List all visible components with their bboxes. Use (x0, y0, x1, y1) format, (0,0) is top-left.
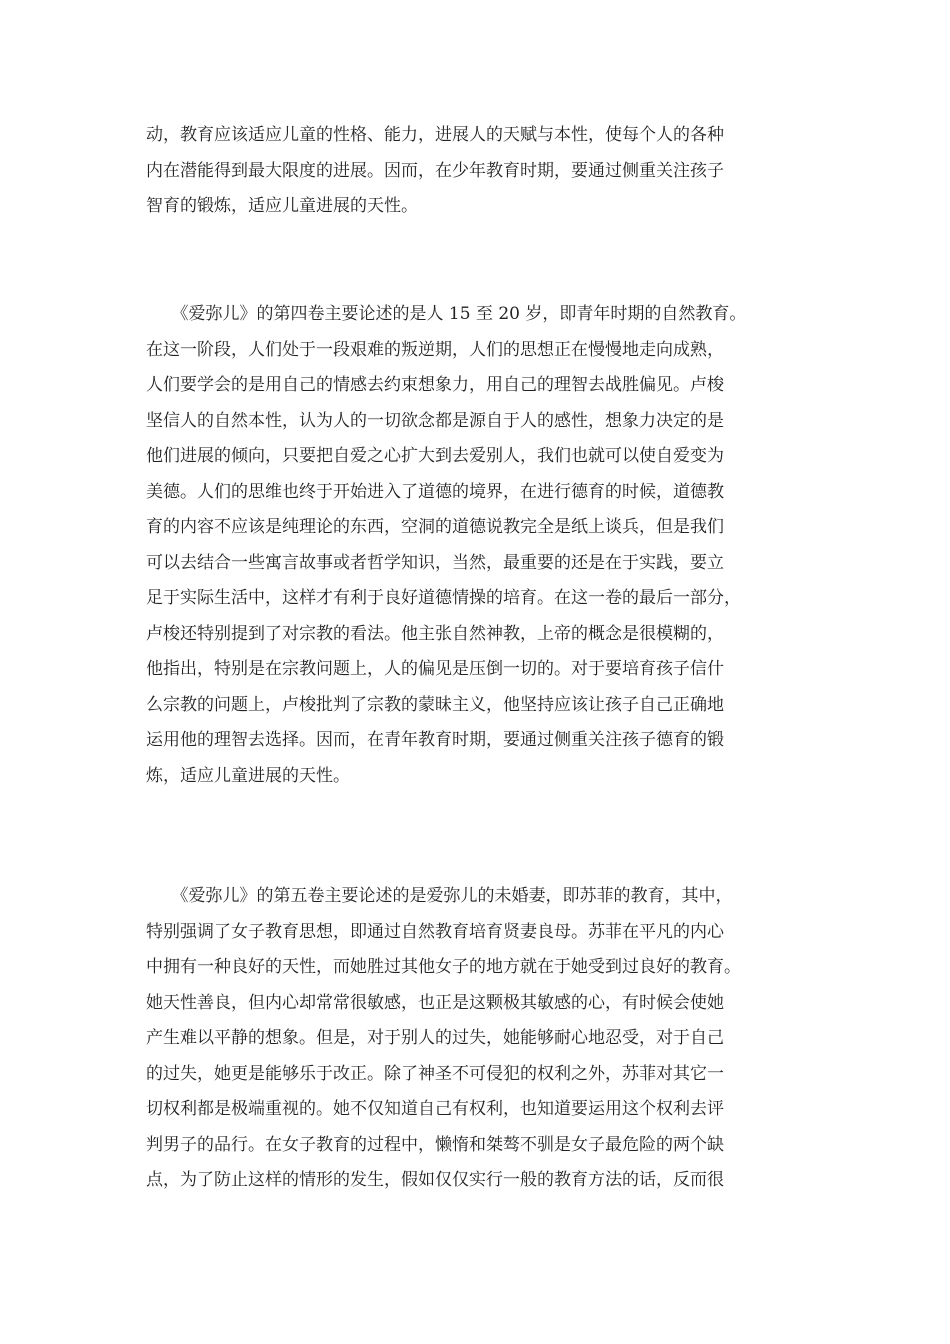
text-line: 在这一阶段，人们处于一段艰难的叛逆期，人们的思想正在慢慢地走向成熟， (146, 339, 724, 360)
text-line: 可以去结合一些寓言故事或者哲学知识，当然，最重要的还是在于实践，要立 (146, 552, 724, 573)
text-line: 的过失，她更是能够乐于改正。除了神圣不可侵犯的权利之外，苏菲对其它一 (146, 1063, 724, 1084)
text-line: 卢梭还特别提到了对宗教的看法。他主张自然神教，上帝的概念是很模糊的， (146, 623, 724, 644)
text-line: 么宗教的问题上，卢梭批判了宗教的蒙昧主义，他坚持应该让孩子自己正确地 (146, 694, 724, 715)
text-line: 中拥有一种良好的天性，而她胜过其他女子的地方就在于她受到过良好的教育。 (146, 957, 741, 977)
text-line: 切权利都是极端重视的。她不仅知道自己有权利，也知道要运用这个权利去评 (146, 1099, 724, 1119)
paragraph-3 (146, 879, 806, 1199)
text-line: 《爱弥儿》的第五卷主要论述的是爱弥儿的未婚妻，即苏菲的教育，其中， (146, 886, 733, 906)
paragraph-1 (146, 118, 806, 225)
text-line: 足于实际生活中，这样才有利于良好道德情操的培育。在这一卷的最后一部分， (146, 588, 741, 608)
text-line: 动，教育应该适应儿童的性格、能力，进展人的天赋与本性，使每个人的各种 (146, 125, 724, 145)
text-line: 炼，适应儿童进展的天性。 (146, 765, 350, 786)
text-line: 智育的锻炼，适应儿童进展的天性。 (146, 196, 418, 216)
text-line: 运用他的理智去选择。因而，在青年教育时期，要通过侧重关注孩子德育的锻 (146, 730, 724, 750)
text-line: 《爱弥儿》的第四卷主要论述的是人 15 至 20 岁，即青年时期的自然教育。 (146, 304, 747, 324)
text-line: 育的内容不应该是纯理论的东西，空洞的道德说教完全是纸上谈兵，但是我们 (146, 517, 724, 537)
text-line: 她天性善良，但内心却常常很敏感，也正是这颗极其敏感的心，有时候会使她 (146, 992, 724, 1013)
text-line: 他指出，特别是在宗教问题上，人的偏见是压倒一切的。对于要培育孩子信什 (146, 659, 724, 679)
text-line: 坚信人的自然本性，认为人的一切欲念都是源自于人的感性，想象力决定的是 (146, 410, 724, 431)
text-line: 他们进展的倾向，只要把自爱之心扩大到去爱别人，我们也就可以使自爱变为 (146, 446, 724, 466)
text-line: 美德。人们的思维也终于开始进入了道德的境界，在进行德育的时候，道德教 (146, 481, 724, 502)
text-line: 产生难以平静的想象。但是，对于别人的过失，她能够耐心地忍受，对于自己 (146, 1028, 724, 1048)
text-line: 判男子的品行。在女子教育的过程中，懒惰和桀骜不驯是女子最危险的两个缺 (146, 1134, 724, 1155)
text-line: 人们要学会的是用自己的情感去约束想象力，用自己的理智去战胜偏见。卢梭 (146, 375, 724, 395)
text-line: 特别强调了女子教育思想，即通过自然教育培育贤妻良母。苏菲在平凡的内心 (146, 921, 724, 942)
text-line: 内在潜能得到最大限度的进展。因而，在少年教育时期，要通过侧重关注孩子 (146, 160, 724, 181)
text-line: 点，为了防止这样的情形的发生，假如仅仅实行一般的教育方法的话，反而很 (146, 1170, 724, 1190)
paragraph-2 (146, 297, 806, 794)
